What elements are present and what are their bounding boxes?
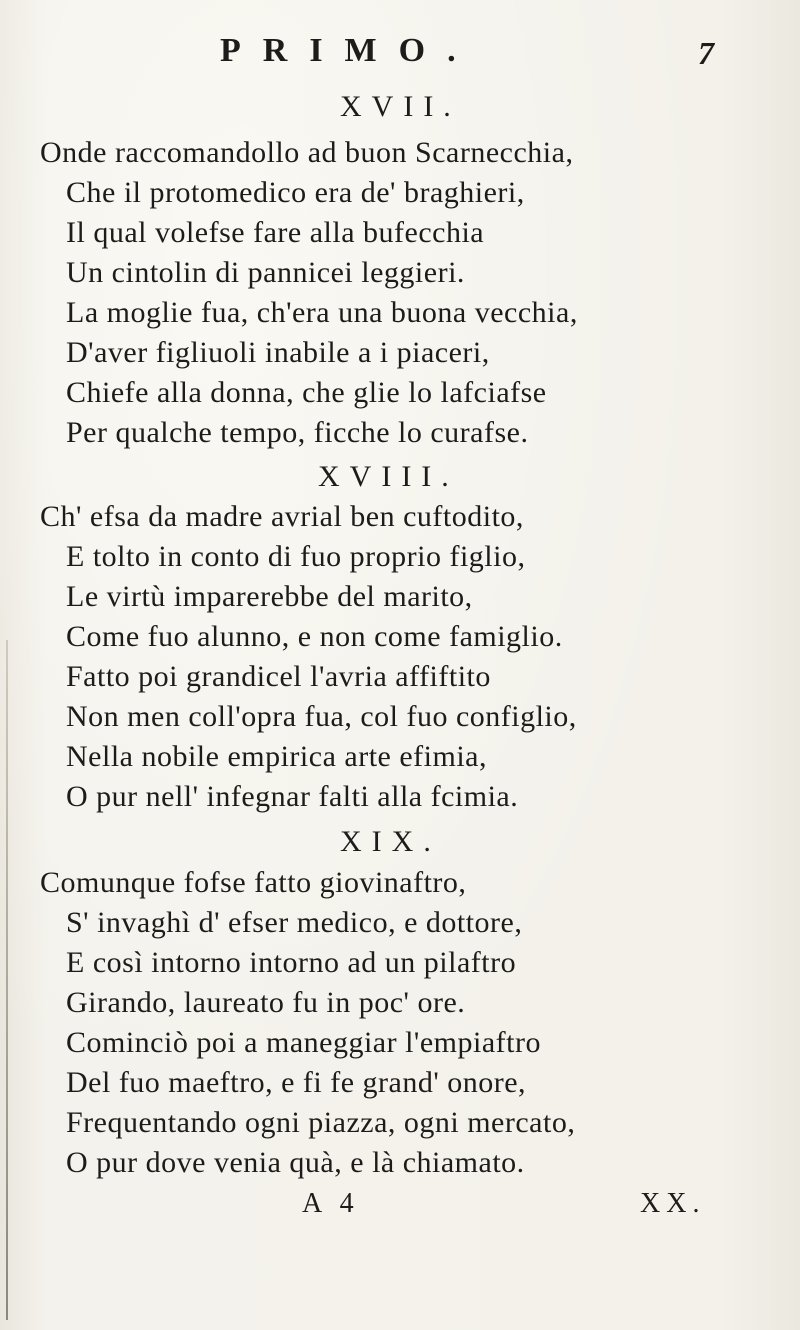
- verse-line: Comunque fofse fatto giovinaftro,: [40, 866, 467, 899]
- page-number: 7: [698, 35, 714, 71]
- stanza-number: XVIII.: [318, 460, 459, 493]
- verse-line: Fatto poi grandicel l'avria affiftito: [66, 660, 491, 693]
- catchword: XX.: [640, 1188, 706, 1219]
- verse-line: D'aver figliuoli inabile a i piaceri,: [66, 336, 490, 369]
- verse-line: S' invaghì d' efser medico, e dottore,: [66, 906, 523, 939]
- verse-line: Che il protomedico era de' braghieri,: [66, 176, 525, 209]
- verse-line: Il qual volefse fare alla bufecchia: [66, 216, 485, 249]
- page-edge: [6, 640, 8, 1320]
- running-head: PRIMO.: [220, 32, 478, 69]
- verse-line: Non men coll'opra fua, col fuo configlio,: [66, 700, 577, 733]
- verse-line: O pur dove venia quà, e là chiamato.: [66, 1146, 525, 1179]
- verse-line: E così intorno intorno ad un pilaftro: [66, 946, 517, 979]
- verse-line: Come fuo alunno, e non come famiglio.: [66, 620, 563, 653]
- verse-line: O pur nell' infegnar falti alla fcimia.: [66, 780, 519, 813]
- verse-line: Un cintolin di pannicei leggieri.: [66, 256, 465, 289]
- verse-line: Girando, laureato fu in poc' ore.: [66, 986, 466, 1019]
- stanza-number: XVII.: [340, 90, 461, 123]
- verse-line: Per qualche tempo, ficche lo curafse.: [66, 416, 529, 449]
- verse-line: Onde raccomandollo ad buon Scarnecchia,: [40, 136, 574, 169]
- verse-line: E tolto in conto di fuo proprio figlio,: [66, 540, 526, 573]
- signature-mark: A 4: [302, 1188, 360, 1219]
- verse-line: Ch' efsa da madre avrial ben cuftodito,: [40, 500, 524, 533]
- verse-line: La moglie fua, ch'era una buona vecchia,: [66, 296, 578, 329]
- stanza-number: XIX.: [340, 825, 441, 858]
- verse-line: Del fuo maeftro, e fi fe grand' onore,: [66, 1066, 527, 1099]
- verse-line: Cominciò poi a maneggiar l'empiaftro: [66, 1026, 541, 1059]
- verse-line: Frequentando ogni piazza, ogni mercato,: [66, 1106, 576, 1139]
- verse-line: Nella nobile empirica arte efimia,: [66, 740, 487, 773]
- verse-line: Chiefe alla donna, che glie lo lafciafse: [66, 376, 547, 409]
- verse-line: Le virtù imparerebbe del marito,: [66, 580, 473, 613]
